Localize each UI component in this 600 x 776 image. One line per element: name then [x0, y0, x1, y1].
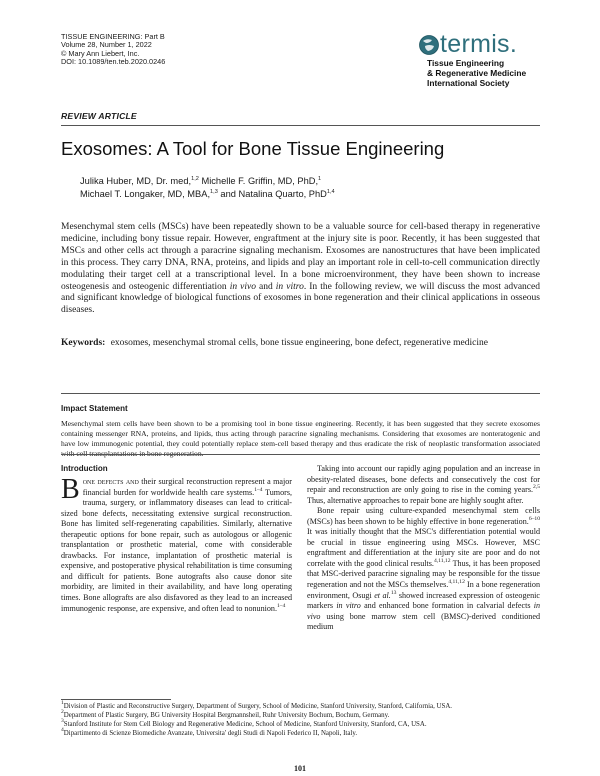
- abstract: [61, 222, 540, 317]
- abstract-text: Mesenchymal stem cells (MSCs) have been repeatedly shown to be a valuable source for cell-based therapy in regenerative medicine, including bony tissue repair. However, engraftment at the injury site is poor. Recently, it has been suggested that MSCs and other cells act through a paracrine signaling mechanism. Exosomes are nanostructures that have been implicated in this process. They carry DNA, RNA, proteins, and lipids and play an important role in cell-to-cell communication directly modulating their target cell at a transcriptional level. In a bone microenvironment, they have been shown to increase osteogenesis and osteogenic differentiation: [61, 222, 540, 292]
- paragraph: [307, 506, 540, 633]
- keywords-label: Keywords:: [61, 338, 106, 348]
- footnote-number: 2: [61, 708, 64, 715]
- journal-copyright: © Mary Ann Liebert, Inc.: [61, 48, 140, 58]
- article-title: Exosomes: A Tool for Bone Tissue Engineering: [61, 138, 445, 159]
- body-italic: et al.: [374, 590, 391, 600]
- logo-society-line: & Regenerative Medicine: [427, 68, 527, 79]
- logo-society-line: International Society: [427, 78, 510, 89]
- footnote-text: Stanford Institute for Stem Cell Biology and Regenerative Medicine, School of Medicine, Stanford University, Stanford, CA, USA.: [63, 720, 427, 728]
- footnote-number: 1: [61, 700, 64, 706]
- page-number: 101: [294, 764, 306, 773]
- footnote-text: Division of Plastic and Reconstructive Surgery, Department of Surgery, School of Medicine, Stanford University, Stanford, California, USA.: [63, 703, 453, 710]
- abstract-text: and: [255, 281, 276, 292]
- body-text: and enhanced bone formation in calvarial defects: [360, 601, 534, 611]
- smallcaps-lead: one defects and: [82, 477, 139, 486]
- footnote-text: Dipartimento di Scienze Biomediche Avanzate, Universita' degli Studi di Napoli Federico II, Napoli, Italy.: [63, 729, 358, 737]
- affiliation-footnotes: [61, 700, 540, 739]
- author-affiliation: 1,2: [191, 176, 199, 182]
- body-text: Bone repair using culture-expanded mesenchymal stem cells (MSCs) has been shown to be highly effective in bone regeneration.: [307, 506, 540, 526]
- body-text: In a bone regeneration environment, Osugi: [307, 580, 540, 600]
- author-affiliation: 1: [318, 176, 322, 182]
- divider: [61, 393, 540, 394]
- paragraph: [307, 464, 540, 506]
- citation: 4,11,12: [433, 557, 451, 564]
- footnote-number: 3: [61, 717, 64, 724]
- logo-word: termis.: [440, 30, 518, 58]
- footnote-divider: [61, 699, 171, 700]
- journal-volume: Volume 28, Number 1, 2022: [61, 40, 152, 50]
- author-list: [80, 175, 335, 201]
- abstract-italic: in vitro: [275, 281, 304, 292]
- divider: [61, 454, 540, 455]
- body-text: Thus, alternative approaches to repair bone are highly sought after.: [307, 495, 524, 505]
- body-column-right: [307, 464, 540, 633]
- author-name: Michael T. Longaker, MD, MBA,: [80, 189, 211, 199]
- citation: 6–10: [528, 515, 540, 522]
- citation: 13: [390, 589, 397, 596]
- author-line: [80, 188, 335, 201]
- journal-name: TISSUE ENGINEERING: Part B: [61, 32, 165, 41]
- footnote: [61, 717, 540, 730]
- body-text: Tumors, trauma, surgery, or inflammatory diseases can lead to critical-sized bone defects, necessitating extensive surgical reconstruction. Bone has limited self-regenerating capabilities. Similarly, alternative therapeutic options for bone repair, such as autologous or allogenic transplantation or prosthetic material, come with considerable drawbacks. For instance, implantation of prosthetic material is expensive, and postoperative physical rehabilitation is time consuming and difficult for patients. Bone autografts also cause donor site morbidity, are limited in their availability, and have long operating times. Bone allografts are also disfavored as they lead to an increased immunogenic response, are expensive, and often lead to nonunion.: [61, 487, 292, 613]
- body-italic: in vivo: [307, 601, 541, 621]
- footnote-number: 4: [61, 726, 64, 733]
- termis-logo: [418, 30, 548, 104]
- body-column-left: [61, 474, 292, 614]
- logo-society-name: [427, 58, 526, 89]
- author-affiliation: 1,3: [210, 189, 218, 195]
- journal-doi: DOI: 10.1089/ten.teb.2020.0246: [61, 57, 166, 67]
- body-text: It was initially thought that the MSC's differentiation potential would be crucial in tissue engineering using MSCs. However, MSC engraftment and differentiation at the injury site are poor and do not correlate with the good clinical results.: [307, 527, 540, 568]
- footnote: [61, 700, 540, 712]
- drop-cap: B: [61, 474, 80, 505]
- keywords-text: exosomes, mesenchymal stromal cells, bone tissue engineering, bone defect, regenerative medicine: [110, 338, 488, 348]
- body-text: using bone marrow stem cell (BMSC)-derived conditioned medium: [307, 611, 540, 632]
- body-text: Taking into account our rapidly aging population and an increase in obesity-related diseases, bone defects and consecutively the cost for repair and reconstruction are only going to rise in the coming years.: [307, 464, 540, 495]
- citation: 4,11,12: [448, 579, 465, 586]
- footnote: [61, 726, 540, 739]
- divider: [61, 125, 540, 126]
- keywords: [61, 337, 540, 349]
- journal-info: [61, 33, 165, 67]
- footnote: [61, 708, 540, 721]
- author-name: and Natalina Quarto, PhD: [217, 189, 327, 199]
- introduction-heading: Introduction: [61, 464, 108, 473]
- author-name: Julika Huber, MD, Dr. med,: [80, 176, 192, 186]
- impact-statement: Mesenchymal stem cells have been shown to be a promising tool in bone tissue engineering. Recently, it has been suggested that they secrete exosomes containing messenger RNA, proteins, and lipids, thus acting through paracrine signaling mechanisms. Considering that exosomes are nonteratogenic and have low immunogenic potential, they could potentially replace stem-cell based therapy and thus eradicate the risk of neoplastic transformation associated with cell transplantations in bone regeneration.: [61, 419, 540, 458]
- footnote-text: Department of Plastic Surgery, BG University Hospital Bergmannsheil, Ruhr University Bochum, Bochum, Germany.: [63, 711, 390, 719]
- body-text: showed increased expression of osteogenic markers: [307, 590, 540, 611]
- body-text: Thus, it has been proposed that MSC-derived paracrine signaling may be responsible for the tissue regeneration and not the MSCs themselves.: [307, 558, 540, 590]
- termis-globe-icon: [418, 34, 440, 56]
- author-line: [80, 175, 335, 188]
- citation: 2,5: [533, 484, 540, 491]
- body-italic: in vitro: [336, 601, 361, 611]
- citation: 1–4: [254, 486, 263, 493]
- abstract-italic: in vivo: [229, 281, 256, 292]
- author-name: Michelle F. Griffin, MD, PhD,: [198, 176, 319, 186]
- logo-society-line: Tissue Engineering: [427, 58, 505, 68]
- author-affiliation: 1,4: [326, 189, 335, 195]
- citation: 1–4: [277, 602, 286, 609]
- body-text: their surgical reconstruction represent a major financial burden for worldwide health care systems.: [82, 477, 292, 497]
- abstract-text: . In the following review, we will discuss the most advanced and significant knowledge of biological functions of exosomes in bone regeneration and their clinical applications in osseous diseases.: [61, 281, 540, 316]
- impact-heading: Impact Statement: [61, 404, 128, 413]
- article-type: REVIEW ARTICLE: [61, 111, 137, 121]
